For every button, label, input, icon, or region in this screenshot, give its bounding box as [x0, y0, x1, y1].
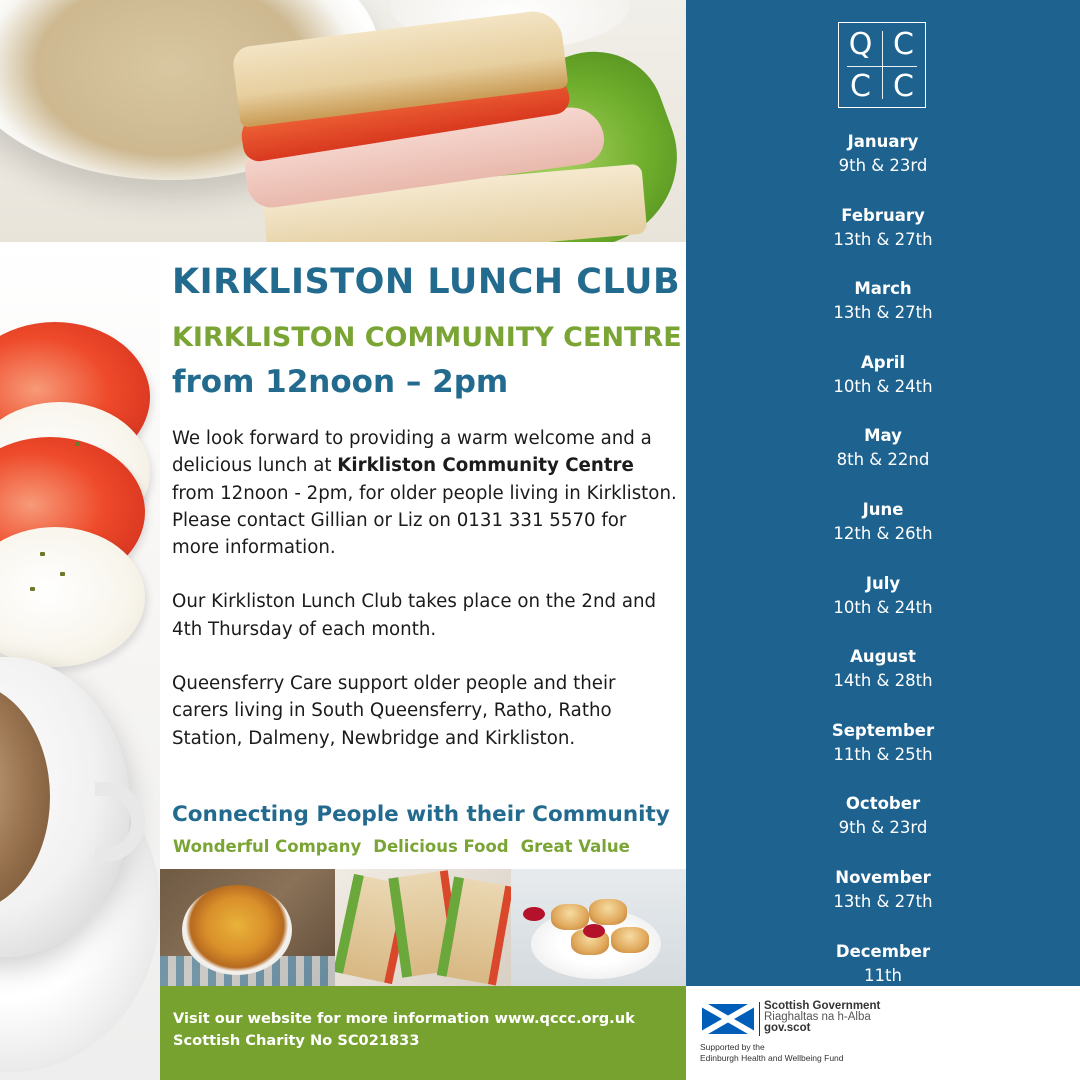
hero-photo-soup-sandwich [0, 0, 686, 242]
month-entry [686, 277, 1080, 351]
saltire-flag-icon [702, 1004, 754, 1034]
month-dates: 10th & 24th [833, 376, 933, 396]
month-dates: 10th & 24th [833, 597, 933, 617]
month-dates: 13th & 27th [833, 303, 933, 323]
month-entry [686, 792, 1080, 866]
month-name: December [835, 941, 931, 961]
month-name: February [841, 205, 925, 225]
herb-fleck [75, 442, 80, 446]
value-item: Great Value [520, 837, 630, 856]
month-name: October [845, 794, 921, 814]
page-title: KIRKLISTON LUNCH CLUB [172, 262, 681, 302]
month-entry [686, 866, 1080, 940]
gov-name-gd: Riaghaltas na h-Alba [764, 1011, 871, 1023]
schedule-sidebar [686, 0, 1080, 986]
herb-fleck [60, 572, 65, 576]
logo-letter: C [893, 68, 914, 104]
charity-number: Scottish Charity No SC021833 [173, 1032, 420, 1049]
venue-heading: KIRKLISTON COMMUNITY CENTRE [172, 322, 682, 353]
month-dates: 14th & 28th [833, 671, 933, 691]
gov-name [764, 1001, 880, 1034]
month-name: May [864, 426, 902, 446]
website-line: Visit our website for more information www.qccc.org.uk [173, 1010, 635, 1027]
jam-shape [523, 907, 545, 921]
paragraph-intro [172, 425, 677, 561]
badge-divider [759, 1002, 760, 1036]
month-entry [686, 498, 1080, 572]
intro-text-cont: from 12noon - 2pm, for older people living in Kirkliston. Please contact Gillian or Liz on 0131 331 5570 for more information. [172, 482, 677, 559]
month-name: September [831, 720, 935, 740]
month-entry [686, 130, 1080, 204]
soup-bowl-shape [182, 885, 292, 975]
jam-shape [583, 924, 605, 938]
month-entry [686, 719, 1080, 793]
intro-text: We look forward to providing a warm welcome and a delicious lunch at [172, 428, 652, 477]
tagline: Connecting People with their Community [172, 802, 670, 827]
month-dates: 12th & 26th [833, 523, 933, 543]
month-name: June [862, 499, 904, 519]
herb-fleck [30, 587, 35, 591]
month-dates: 11th & 25th [833, 744, 933, 764]
herb-fleck [40, 552, 45, 556]
scone-shape [589, 899, 627, 925]
month-name: November [835, 867, 931, 887]
values-row [173, 837, 683, 856]
value-item: Delicious Food [373, 837, 509, 856]
time-heading: from 12noon – 2pm [172, 364, 509, 400]
qccc-logo [838, 22, 926, 108]
gov-web: gov.scot [764, 1022, 811, 1034]
month-entry [686, 645, 1080, 719]
sandwich-image [225, 20, 685, 242]
month-entry [686, 204, 1080, 278]
logo-divider [882, 31, 883, 99]
month-dates: 9th & 23rd [838, 818, 928, 838]
funder-badge [686, 986, 1080, 1080]
scone-shape [611, 927, 649, 953]
description [172, 425, 677, 779]
paragraph-about: Queensferry Care support older people and their carers living in South Queensferry, Ratho, Ratho Station, Dalmeny, Newbridge and Kirkliston. [172, 673, 616, 749]
food-photo-strip [160, 869, 686, 986]
month-name: January [847, 132, 919, 151]
month-name: April [860, 352, 906, 372]
value-item: Wonderful Company [173, 837, 362, 856]
logo-letter: C [893, 26, 914, 62]
month-name: July [865, 573, 901, 593]
logo-letter: Q [848, 26, 873, 62]
month-dates: 13th & 27th [833, 891, 933, 911]
sandwiches-photo [335, 869, 511, 986]
month-dates: 8th & 22nd [836, 450, 930, 470]
side-photo-caprese-coffee [0, 242, 160, 1080]
month-list [686, 130, 1080, 1013]
footer-bar [160, 986, 686, 1080]
month-name: August [850, 647, 916, 667]
scone-shape [551, 904, 589, 930]
support-line: Edinburgh Health and Wellbeing Fund [700, 1053, 844, 1063]
month-entry [686, 424, 1080, 498]
gov-name-en: Scottish Government [764, 1000, 881, 1012]
venue-emphasis: Kirkliston Community Centre [337, 455, 634, 477]
logo-letter: C [850, 68, 871, 104]
month-dates: 9th & 23rd [838, 156, 928, 175]
support-line: Supported by the [700, 1042, 765, 1052]
month-entry [686, 351, 1080, 425]
month-entry [686, 572, 1080, 646]
month-dates: 13th & 27th [833, 229, 933, 249]
month-dates: 11th [864, 965, 902, 985]
paragraph-schedule: Our Kirkliston Lunch Club takes place on the 2nd and 4th Thursday of each month. [172, 591, 657, 640]
scones-photo [511, 869, 686, 986]
soup-photo [160, 869, 335, 986]
support-text [700, 1042, 844, 1064]
month-name: March [854, 279, 912, 299]
